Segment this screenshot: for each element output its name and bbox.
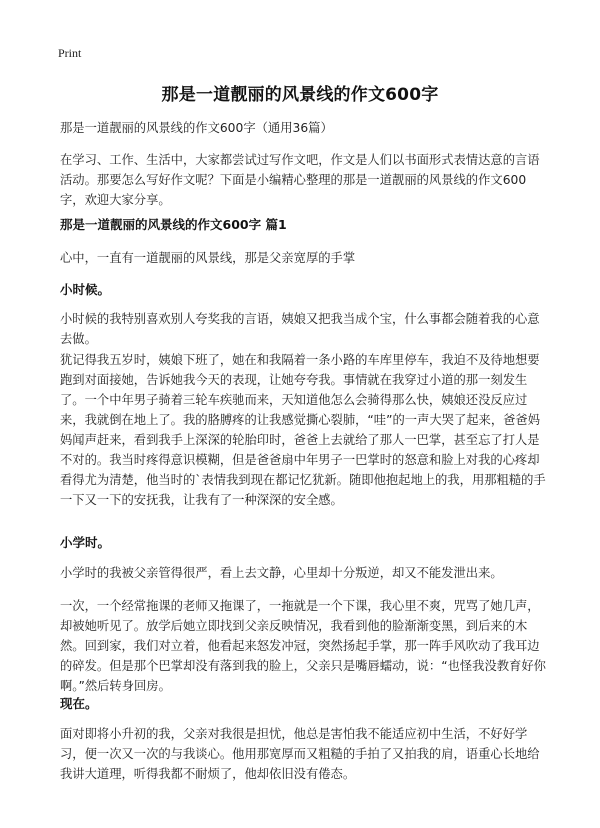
now-p1-text: 面对即将小升初的我，父亲对我很是担忧，他总是害怕我不能适应初中生活，不好好学习，便一次又一次的与我谈心。他用那宽厚而又粗糙的手拍了又拍我的肩，语重心长地给我讲大道理，听得我都不耐烦了，他却依旧没有倦态。	[60, 727, 540, 781]
page-title: 那是一道靓丽的风景线的作文600字	[161, 85, 439, 105]
intro-text: 在学习、工作、生活中，大家都尝试过写作文吧，作文是人们以书面形式表情达意的言语活动。那要怎么写好作文呢？下面是小编精心整理的那是一道靓丽的风景线的作文600字，欢迎大家分享。	[60, 153, 540, 207]
now-heading	[60, 694, 548, 714]
childhood-p2-text: 犹记得我五岁时，姨娘下班了，她在和我隔着一条小路的车库里停车，我迫不及待地想要跑到对面接她，告诉她我今天的表现，让她夸夸我。事情就在我穿过小道的那一刻发生了。一个中年男子骑着三轮车疾驰而来，天知道他怎么会骑得那么快，姨娘还没反应过来，我就倒在地上了。我的胳膊疼的让我感觉撕心裂肺，“哇”的一声大哭了起来，爸爸妈妈闻声赶来，看到我手上深深的轮胎印时，爸爸上去就给了那人一巴掌，甚至忘了打人是不对的。我当时疼得意识模糊，但是爸爸扇中年男子一巴掌时的怒意和脸上对我的心疼却看得尤为清楚，他当时的`表情我到现在都记忆犹新。随即他抱起地上的我，用那粗糙的手一下又一下的安抚我，让我有了一种深深的安全感。	[60, 353, 546, 507]
primary-p1-text: 小学时的我被父亲管得很严，看上去文静，心里却十分叛逆，却又不能发泄出来。	[60, 566, 503, 580]
primary-heading-text: 小学时。	[60, 535, 111, 550]
primary-heading	[60, 533, 548, 553]
primary-paragraph-1	[60, 563, 548, 583]
print-link[interactable]: Print	[58, 46, 82, 60]
opening-paragraph	[60, 248, 548, 268]
now-paragraph-1	[60, 724, 548, 784]
opening-text: 心中，一直有一道靓丽的风景线，那是父亲宽厚的手掌	[60, 251, 356, 265]
childhood-paragraph-1	[60, 309, 548, 349]
now-heading-text: 现在。	[60, 696, 98, 711]
childhood-heading-text: 小时候。	[60, 282, 111, 297]
subtitle-text: 那是一道靓丽的风景线的作文600字（通用36篇）	[60, 121, 333, 135]
section-heading-text: 那是一道靓丽的风景线的作文600字 篇1	[60, 217, 287, 232]
subtitle	[60, 118, 548, 138]
childhood-p1-text: 小时候的我特别喜欢别人夸奖我的言语，姨娘又把我当成个宝，什么事都会随着我的心意去做。	[60, 312, 540, 346]
intro-paragraph	[60, 150, 548, 210]
childhood-heading	[60, 280, 548, 300]
primary-p2-text: 一次，一个经常拖课的老师又拖课了，一拖就是一个下课，我心里不爽，咒骂了她几声，却被她听见了。放学后她立即找到父亲反映情况，我看到他的脸渐渐变黑，到后来的木然。回到家，我们对立着，他看起来怒发冲冠，突然扬起手掌，那一阵手风吹动了我耳边的碎发。但是那个巴掌却没有落到我的脸上，父亲只是嘴唇蠕动，说：“也怪我没教育好你啊。”然后转身回房。	[60, 599, 546, 693]
childhood-paragraph-2	[60, 350, 548, 510]
section-heading	[60, 215, 548, 235]
primary-paragraph-2	[60, 596, 548, 696]
